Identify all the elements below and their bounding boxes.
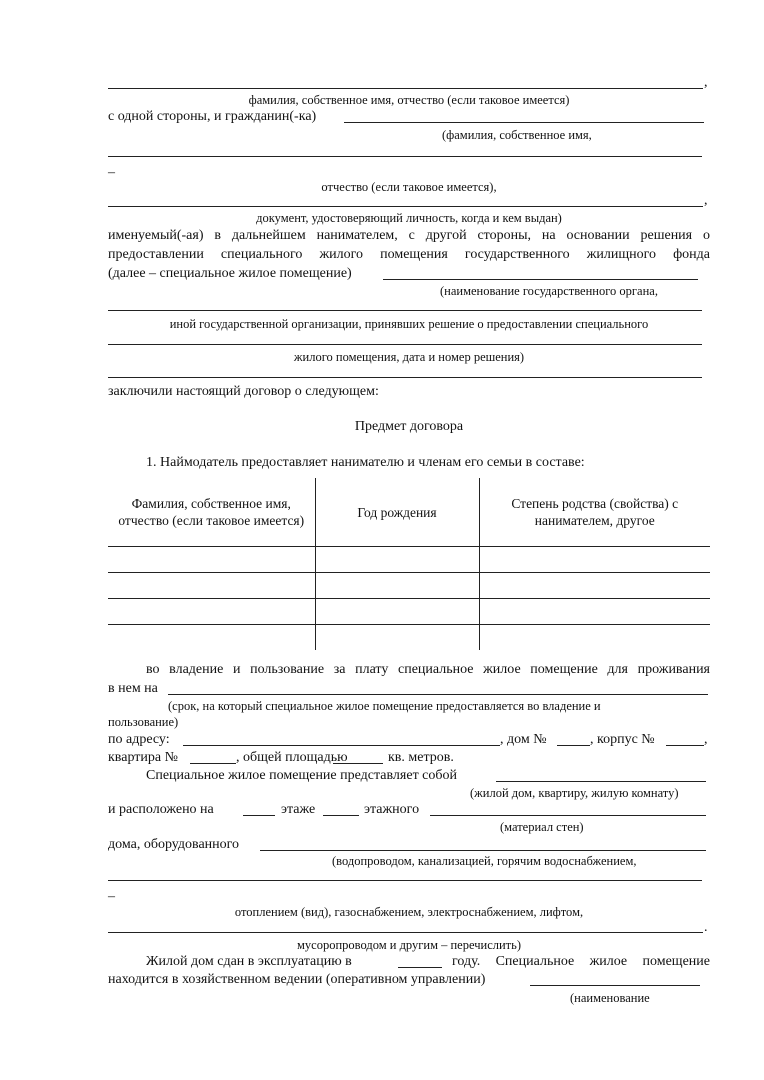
- table-row: [108, 547, 710, 573]
- caption-term: (срок, на который специальное жилое помещение предоставляется во владение и: [168, 699, 601, 713]
- blank-line[interactable]: [108, 377, 702, 378]
- line-end-comma: ,: [704, 75, 708, 90]
- apartment-blank[interactable]: [190, 763, 236, 764]
- paragraph-line: именуемый(-ая) в дальнейшем нанимателем, с другой стороны, на основании решения о: [108, 228, 710, 243]
- clause-1: 1. Наймодатель предоставляет нанимателю и членам его семьи в составе:: [146, 455, 585, 470]
- table-cell[interactable]: [479, 573, 710, 599]
- address-blank[interactable]: [183, 745, 500, 746]
- equipped-label: дома, оборудованного: [108, 837, 240, 852]
- table-cell[interactable]: [108, 599, 315, 625]
- header-relation: Степень родства (свойства) с нанимателем, другое: [479, 478, 710, 547]
- management-blank[interactable]: [530, 985, 700, 986]
- korpus-label: , корпус №: [590, 732, 655, 747]
- house-label: , дом №: [500, 732, 547, 747]
- tenant-name-blank[interactable]: [344, 122, 704, 123]
- blank-line[interactable]: [108, 932, 703, 933]
- table-row: [108, 573, 710, 599]
- caption-patronymic: отчество (если таковое имеется),: [321, 180, 497, 194]
- paragraph-line: во владение и пользование за плату специальное жилое помещение для проживания: [146, 662, 710, 677]
- table-row: [108, 599, 710, 625]
- table-cell[interactable]: [315, 625, 479, 651]
- table-cell[interactable]: [479, 547, 710, 573]
- line-end-dot: .: [704, 920, 708, 935]
- caption-id-document: документ, удостоверяющий личность, когда и кем выдан): [256, 211, 562, 225]
- tenant-intro-line: [108, 108, 710, 126]
- caption-org-name: (наименование: [570, 991, 650, 1005]
- caption-tenant-name: (фамилия, собственное имя,: [442, 128, 592, 142]
- table-cell[interactable]: [315, 573, 479, 599]
- table-cell[interactable]: [108, 547, 315, 573]
- caption-dwelling-type: (жилой дом, квартиру, жилую комнату): [470, 786, 679, 800]
- table-header-row: [108, 478, 710, 547]
- paragraph-line: (далее – специальное жилое помещение): [108, 266, 352, 281]
- area-label: , общей площадью: [236, 750, 348, 765]
- blank-line[interactable]: [108, 156, 702, 157]
- paragraph-line: предоставлении специального жилого помещения государственного жилищного фонда: [108, 247, 710, 262]
- table-cell[interactable]: [479, 625, 710, 651]
- management-label: находится в хозяйственном ведении (оперативном управлении): [108, 972, 486, 987]
- concluded-line: заключили настоящий договор о следующем:: [108, 384, 379, 399]
- family-members-table: [108, 478, 710, 650]
- caption-landlord-name: фамилия, собственное имя, отчество (если таковое имеется): [248, 93, 570, 107]
- blank-line[interactable]: [108, 88, 703, 89]
- blank-line[interactable]: [108, 344, 702, 345]
- table-cell[interactable]: [108, 573, 315, 599]
- floors-total-blank[interactable]: [323, 815, 359, 816]
- caption-wall-material: (материал стен): [500, 820, 584, 834]
- table-cell[interactable]: [315, 547, 479, 573]
- address-label: по адресу:: [108, 732, 170, 747]
- tenant-intro-label: с одной стороны, и гражданин(-ка): [108, 109, 317, 124]
- wall-material-blank[interactable]: [430, 815, 706, 816]
- dwelling-type-blank[interactable]: [496, 781, 706, 782]
- korpus-blank[interactable]: [666, 745, 704, 746]
- caption-utilities: отоплением (вид), газоснабжением, электроснабжением, лифтом,: [234, 905, 584, 919]
- floor-blank[interactable]: [243, 815, 275, 816]
- apartment-label: квартира №: [108, 750, 178, 765]
- commissioned-label: Жилой дом сдан в эксплуатацию в: [146, 954, 352, 969]
- caption-term-cont: пользование): [108, 715, 179, 729]
- equipment-blank[interactable]: [260, 850, 706, 851]
- dash-mark: –: [108, 165, 115, 180]
- floor-label: и расположено на: [108, 802, 214, 817]
- section-title: Предмет договора: [354, 419, 464, 434]
- floor-label-2: этаже: [281, 802, 316, 817]
- blank-line[interactable]: [108, 310, 702, 311]
- blank-line[interactable]: [108, 880, 702, 881]
- table-row: [108, 625, 710, 651]
- caption-equipment: (водопроводом, канализацией, горячим водоснабжением,: [332, 854, 637, 868]
- house-number-blank[interactable]: [557, 745, 590, 746]
- area-unit: кв. метров.: [388, 750, 454, 765]
- header-full-name: Фамилия, собственное имя, отчество (если таковое имеется): [108, 478, 315, 547]
- line-end-comma: ,: [704, 732, 708, 747]
- table-cell[interactable]: [108, 625, 315, 651]
- area-blank[interactable]: [333, 763, 383, 764]
- year-blank[interactable]: [398, 967, 442, 968]
- blank-line[interactable]: [108, 206, 703, 207]
- header-birth-year: Год рождения: [315, 478, 479, 547]
- dwelling-type-label: Специальное жилое помещение представляет собой: [146, 768, 458, 783]
- table-cell[interactable]: [315, 599, 479, 625]
- table-cell[interactable]: [479, 599, 710, 625]
- floor-label-3: этажного: [364, 802, 420, 817]
- term-label: в нем на: [108, 681, 158, 696]
- decision-blank[interactable]: [383, 279, 698, 280]
- commissioned-label-2: году. Специальное жилое помещение: [452, 954, 710, 969]
- dash-mark: –: [108, 889, 115, 904]
- caption-decision: жилого помещения, дата и номер решения): [293, 350, 525, 364]
- caption-gov-org: иной государственной организации, принявших решение о предоставлении специального: [169, 317, 649, 331]
- caption-gov-body: (наименование государственного органа,: [440, 284, 658, 298]
- term-blank[interactable]: [168, 694, 708, 695]
- line-end-comma: ,: [704, 193, 708, 208]
- caption-other-utilities: мусоропроводом и другим – перечислить): [297, 938, 521, 952]
